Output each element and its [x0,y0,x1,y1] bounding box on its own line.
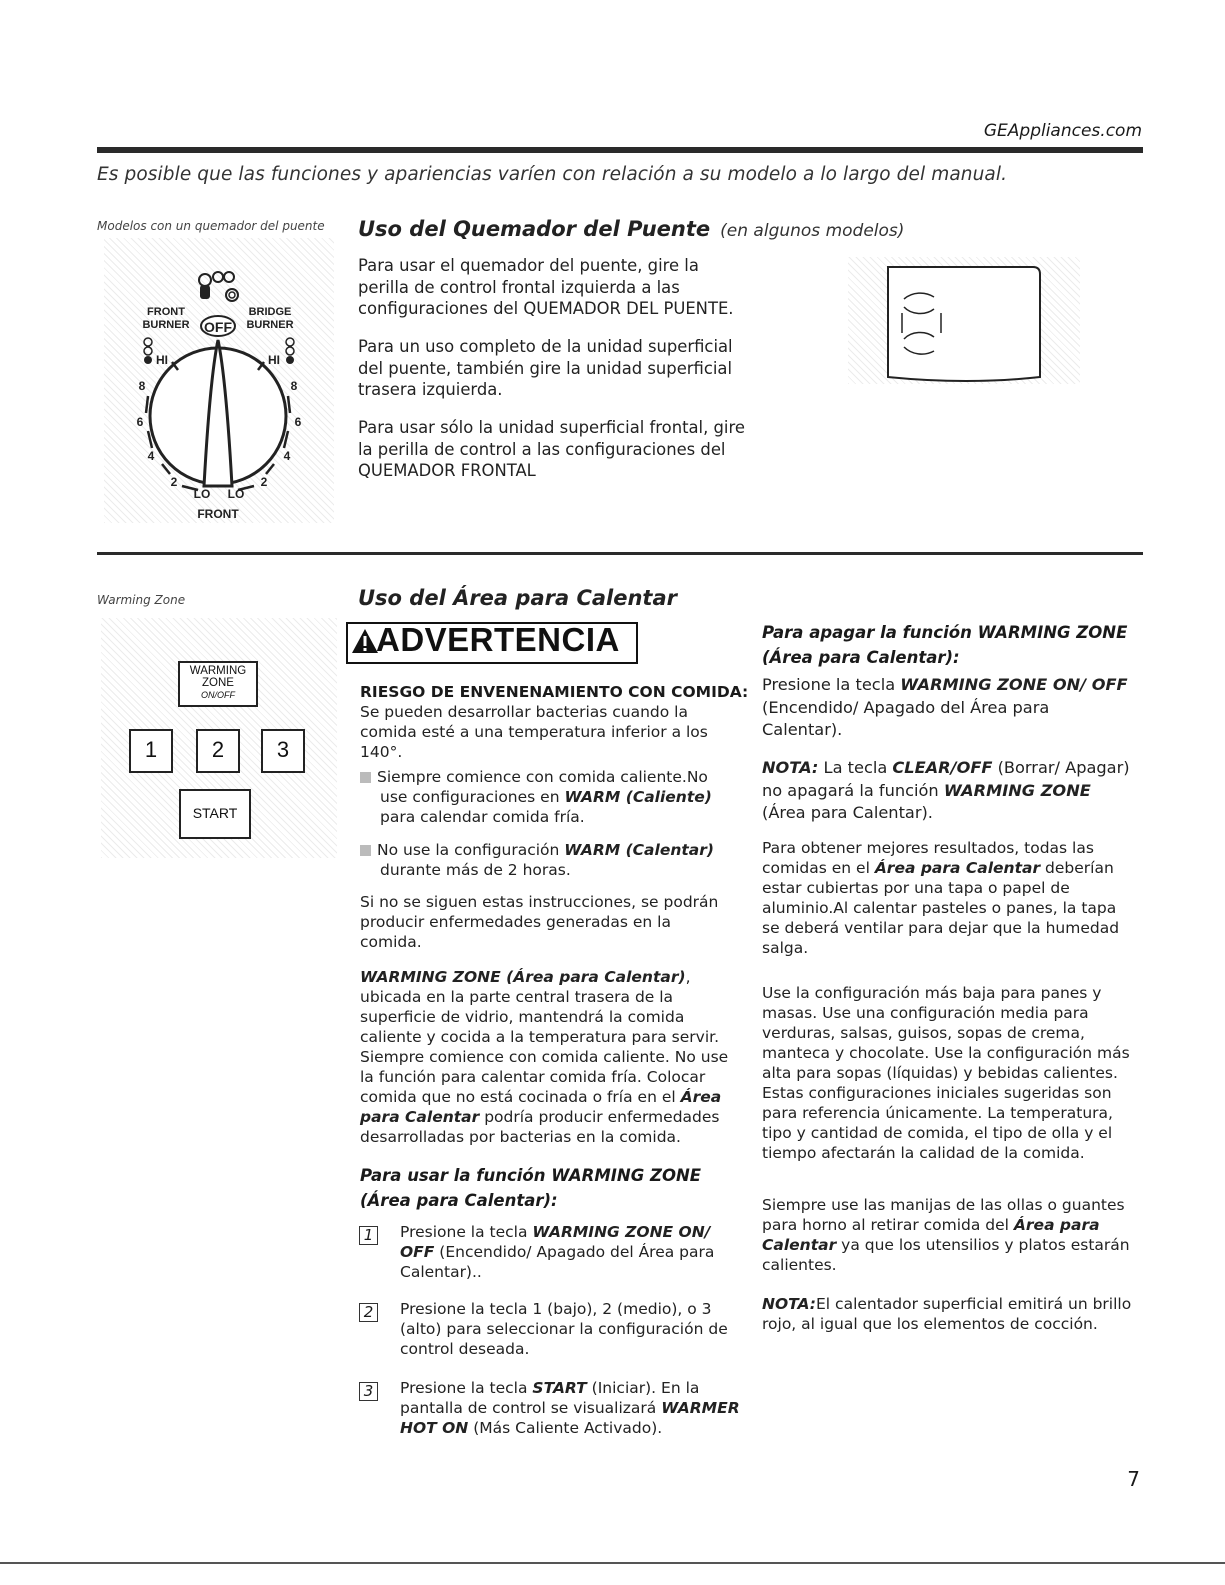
best-b: Área para Calentar [874,859,1041,877]
consequence-text: Si no se siguen estas instrucciones, se podrán producir enfermedades generadas en la comida. [360,893,719,951]
page-number: 7 [1127,1467,1140,1491]
step-1-number: 1 [359,1226,378,1245]
step-1-a: Presione la tecla [400,1223,533,1241]
handles-c: ya que los utensilios y platos estarán calientes. [762,1236,1130,1274]
warming-zone-key-line1: WARMING [189,665,247,677]
zone-desc-a: WARMING ZONE (Área para Calentar) [360,968,686,986]
zone-desc-b: , ubicada en la parte central trasera de la superficie de vidrio, mantendrá la comida caliente y cocida a la temperatura para servir. Siempre comience con comida caliente. No use la función para calentar comida fría. Colocar comida que no está cocinada o fría en el [360,968,729,1106]
bridge-paragraph-1: Para usar el quemador del puente, gire la perilla de control frontal izquierda a las configuraciones del QUEMADOR DEL PUENTE. [358,256,734,318]
note-1 [762,757,1137,825]
knob-mark-r6: 6 [294,415,302,429]
knob-front: FRONT [197,507,239,521]
bullet-1 [360,767,735,827]
bullet-2-a: No use la configuración [377,841,565,859]
knob-mark-l4: 4 [147,449,155,463]
bridge-element-icon [848,257,1080,384]
off-b: WARMING ZONE ON/ OFF [900,675,1128,694]
key-2: 2 [196,729,240,773]
zone-description [360,967,740,1147]
bullet-1-c: para calendar comida fría. [380,808,585,826]
off-heading: Para apagar la función WARMING ZONE (Área para Calentar): [762,623,1128,667]
warming-zone-key-line2: ZONE [202,677,234,689]
handles-a: Siempre use las manijas de las ollas o guantes para horno al retirar comida del [762,1196,1125,1234]
knob-off-label: OFF [204,319,232,335]
knob-mark-r4: 4 [283,449,291,463]
key-3: 3 [261,729,305,773]
bridge-paragraph-3: Para usar sólo la unidad superficial frontal, gire la perilla de control a las configuraciones del QUEMADOR FRONTAL [358,418,745,480]
off-text [762,674,1132,742]
site-url: GEAppliances.com [983,121,1142,141]
handles-text [762,1195,1137,1275]
note-2-a: NOTA: [762,1295,817,1313]
risk-text: Se pueden desarrollar bacterias cuando la comida esté a una temperatura inferior a los 140°. [360,703,708,761]
note-2-b: El calentador superficial emitirá un brillo rojo, al igual que los elementos de cocción. [762,1295,1132,1333]
knob-lo-left: LO [193,487,211,501]
cooktop-illustration [848,257,1080,384]
knob-front-label-2: BURNER [142,319,190,331]
bullet-1-a: Siempre comience con comida caliente.No use configuraciones en [377,768,708,806]
settings-text: Use la configuración más baja para panes y masas. Use una configuración media para verduras, salsas, guisos, sopas de crema, manteca y chocolate. Use la configuración más alta para sopas (líquidas) y bebidas calientes. Estas configuraciones iniciales sugeridas son para referencia únicamente. La temperatura, tipo y cantidad de comida, el tipo de olla y el tiempo afectarán la calidad de la comida. [762,984,1130,1162]
section-divider [97,552,1143,555]
step-1-b: WARMING ZONE ON/ OFF [400,1223,711,1261]
step-1-text [400,1222,740,1282]
step-2-text: Presione la tecla 1 (bajo), 2 (medio), o 3 (alto) para seleccionar la configuración de control deseada. [400,1300,728,1358]
note-1-d: (Borrar/ Apagar) no apagará la función [762,758,1130,800]
off-a: Presione la tecla [762,675,901,694]
note-2 [762,1294,1137,1334]
handles-b: Área para Calentar [762,1216,1100,1254]
step-3-d: WARMER HOT ON [400,1399,740,1437]
knob-mark-r2: 2 [260,475,268,489]
knob-illustration [104,238,334,523]
step-3-number: 3 [359,1382,378,1401]
note-1-a: NOTA: [762,758,819,777]
knob-front-label-1: FRONT [147,306,185,318]
key-1: 1 [129,729,173,773]
note-1-f: (Área para Calentar). [762,803,933,822]
note-1-b: La tecla [818,758,893,777]
step-3-c: (Iniciar). En la pantalla de control se visualizará [400,1379,700,1417]
knob-mark-r8: 8 [290,379,298,393]
bullet-2-b: WARM (Calentar) [564,841,714,859]
bullet-2-c: durante más de 2 horas. [380,861,571,879]
off-c: (Encendido/ Apagado del Área para Calentar). [762,697,1050,739]
note-1-c: CLEAR/OFF [892,758,993,777]
use-heading: Para usar la función WARMING ZONE (Área para Calentar): [360,1166,702,1210]
note-1-e: WARMING ZONE [943,780,1091,800]
zone-desc-c: Área para Calentar [360,1088,722,1126]
warming-caption: Warming Zone [97,593,186,607]
risk-heading: RIESGO DE ENVENENAMIENTO CON COMIDA: [360,683,749,701]
best-results [762,838,1132,958]
step-1-c: (Encendido/ Apagado del Área para Calentar).. [400,1243,715,1281]
bridge-title [358,217,904,241]
warning-label: ADVERTENCIA [376,621,620,658]
disclaimer: Es posible que las funciones y apariencias varíen con relación a su modelo a lo largo del manual. [97,164,1008,185]
knob-mark-l2: 2 [170,475,178,489]
warming-zone-key-line3: ON/OFF [201,690,235,700]
bullet-2 [360,840,735,880]
knob-mark-l8: 8 [138,379,146,393]
step-3-e: (Más Caliente Activado). [468,1419,663,1437]
bullet-1-b: WARM (Caliente) [564,788,712,806]
warming-zone-key [178,661,258,707]
keypad-illustration [101,618,337,858]
knob-hi-right: HI [268,353,280,367]
zone-desc-d: podría producir enfermedades desarrolladas por bacterias en la comida. [360,1108,720,1146]
step-3-b: START [532,1379,587,1397]
knob-bridge-label-2: BURNER [246,319,294,331]
bridge-subtitle: (en algunos modelos) [720,221,905,241]
bottom-rule [0,1562,1225,1564]
bullet-icon [360,845,371,856]
step-2-number: 2 [359,1303,378,1322]
best-c: deberían estar cubiertas por una tapa o papel de aluminio.Al calentar pasteles o panes, la tapa se deberá ventilar para dejar que la humedad salga. [762,859,1120,957]
knob-mark-l6: 6 [136,415,144,429]
knob-lo-right: LO [227,487,245,501]
best-a: Para obtener mejores resultados, todas las comidas en el [762,839,1094,877]
knob-bridge-label-1: BRIDGE [248,306,292,318]
bridge-title-text: Uso del Quemador del Puente [358,217,711,241]
knob-diagram [104,238,334,523]
step-3-text [400,1378,755,1438]
bridge-caption: Modelos con un quemador del puente [97,219,325,233]
bullet-icon [360,772,371,783]
start-key: START [179,789,251,839]
knob-hi-left: HI [156,353,168,367]
step-3-a: Presione la tecla [400,1379,533,1397]
warming-title: Uso del Área para Calentar [358,586,677,610]
bridge-paragraph-2: Para un uso completo de la unidad superficial del puente, también gire la unidad superficial trasera izquierda. [358,337,733,399]
warning-triangle-icon [351,628,379,654]
header-rule [97,147,1143,153]
